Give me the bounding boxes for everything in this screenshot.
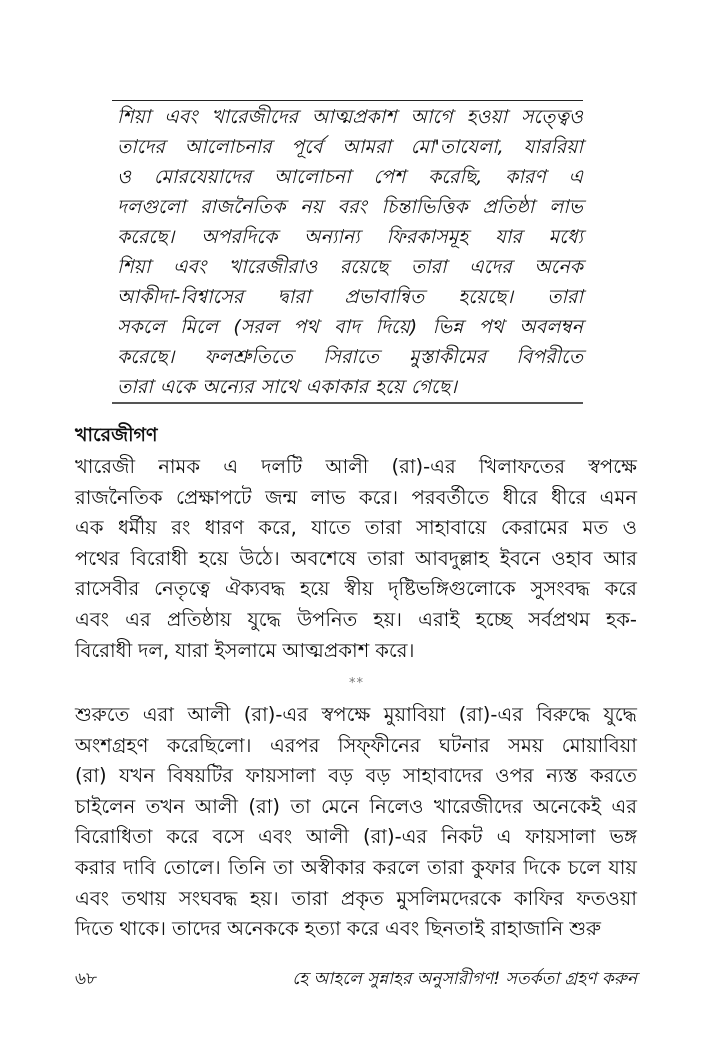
word: তিনি	[228, 855, 266, 879]
word: করে।	[375, 638, 415, 662]
word: সাহাবায়ে	[416, 516, 487, 540]
word: রাসেবীর	[75, 577, 140, 601]
word: মুস্তাকীমের	[409, 346, 487, 368]
word: এরা	[142, 703, 174, 726]
text-line	[75, 761, 637, 792]
word: দাবি	[123, 855, 156, 879]
word: বড়	[365, 764, 391, 788]
word: করেছিলো।	[166, 733, 252, 757]
word: আলী	[195, 794, 238, 818]
word: এরাই	[418, 607, 460, 631]
word: ভিন্ন	[432, 316, 464, 338]
word: আলী	[325, 455, 369, 478]
word: রং	[171, 516, 191, 540]
text-line	[75, 483, 637, 514]
word: এবং	[258, 825, 293, 849]
text-line	[75, 574, 637, 605]
text-line	[75, 822, 637, 853]
word: এবং	[75, 886, 110, 910]
word: সাহাবাদের	[402, 764, 483, 788]
word: বিরোধী	[130, 546, 188, 570]
word: রাহাজানি	[490, 917, 564, 941]
word: যায়	[608, 855, 637, 879]
word: করতে	[590, 764, 637, 788]
word: লাভ	[549, 196, 583, 218]
word: ধর্মীয়	[117, 516, 157, 540]
word: দিতে	[75, 917, 114, 941]
word: এরপর	[269, 733, 320, 757]
word: হক-	[606, 607, 637, 631]
word: বিরোধিতা	[75, 825, 153, 849]
word: আলোচনার	[184, 136, 272, 158]
word: এ	[568, 166, 583, 188]
word: মেনে	[320, 794, 360, 818]
word: তখন	[145, 794, 185, 818]
word: ওহাব	[551, 546, 593, 570]
word: থাকে।	[119, 917, 167, 941]
word: অনেক	[534, 256, 583, 278]
word: শিয়া	[117, 256, 151, 278]
word: অবলম্বন	[519, 316, 583, 338]
word: বড়	[328, 764, 354, 788]
word: করেছি,	[427, 166, 483, 188]
word: পরবর্তীতে	[411, 485, 490, 509]
word: ফায়সালা	[245, 764, 316, 788]
word: তথায়	[121, 886, 167, 910]
word: তারা	[547, 286, 583, 308]
word: ইবনে	[499, 546, 541, 570]
quote-line	[117, 222, 583, 252]
section-heading: খারেজীগণ	[75, 424, 158, 446]
word: প্রকৃত	[340, 886, 384, 910]
word: (সরল	[233, 316, 278, 338]
word: দলটি	[261, 455, 303, 478]
text-line	[75, 853, 637, 884]
word: মিলে	[180, 316, 218, 338]
word: আত্মপ্রকাশ	[311, 106, 397, 128]
running-title: হে আহলে সুন্নাহর অনুসারীগণ! সতর্কতা গ্রহণ করুন	[292, 969, 637, 989]
word: প্রেক্ষাপটে	[175, 485, 252, 509]
word: ফিরকাসমূহ	[386, 226, 469, 248]
word: (রা)-এর	[362, 825, 428, 849]
word: এবং	[385, 917, 420, 941]
word: ঐক্যবদ্ধ	[224, 577, 286, 601]
word: তা	[273, 855, 294, 879]
word: পেশ	[373, 166, 406, 188]
word: করেছে।	[117, 346, 175, 368]
page-number: ৬৮	[75, 969, 98, 989]
word: করেছে।	[117, 226, 175, 248]
word: বসে	[212, 825, 245, 849]
quote-box	[117, 102, 583, 402]
word: উপনিত	[296, 607, 358, 631]
word: হয়ে	[299, 577, 330, 601]
word: তারা	[427, 855, 464, 879]
word: এক	[75, 516, 104, 540]
word: তারা	[291, 886, 329, 910]
word: হত্যা	[304, 917, 341, 941]
quote-line	[117, 372, 583, 402]
word: সিরাতে	[322, 346, 379, 368]
word: যাররিয়া	[523, 136, 583, 158]
word: ধীরে	[502, 485, 538, 509]
word: স্বপক্ষে	[588, 455, 637, 478]
quote-line	[117, 282, 583, 312]
word: করার	[75, 855, 116, 879]
text-line	[75, 914, 637, 945]
word: কুফার	[471, 855, 516, 879]
word: বিষয়টির	[167, 764, 234, 788]
word: দ্বারা	[277, 286, 311, 308]
word: পূর্বে	[291, 136, 323, 158]
word: করে	[604, 577, 637, 601]
word: স্বপক্ষে	[321, 703, 371, 726]
word: শুরু	[569, 917, 601, 941]
word: খারেজী	[75, 455, 136, 478]
word: সিফ্ফীনের	[337, 733, 421, 757]
word: নামক	[158, 455, 201, 478]
word: আত্মপ্রকাশ	[282, 638, 370, 662]
quote-line	[117, 102, 583, 132]
word: অবশেষে	[290, 546, 357, 570]
word: দলগুলো	[117, 196, 186, 218]
word: আলী	[306, 825, 350, 849]
word: সকলে	[117, 316, 165, 338]
word: এ	[223, 455, 239, 478]
word: এ	[496, 825, 512, 849]
word: তাদের	[117, 136, 165, 158]
word: প্রতিষ্ঠায়	[166, 607, 232, 631]
word: বরং	[337, 196, 367, 218]
word: চিন্তাভিত্তিক	[381, 196, 468, 218]
word: করে,	[258, 516, 297, 540]
word: দৃষ্টিভঙ্গিগুলোকে	[388, 577, 516, 601]
word: তোলে।	[163, 855, 221, 879]
word: ঘটনার	[438, 733, 490, 757]
word: কারণ	[505, 166, 546, 188]
word: জন্ম	[265, 485, 298, 509]
word: হয়ে	[375, 376, 404, 398]
word: মোরযেয়াদের	[153, 166, 252, 188]
quote-bottom-rule	[112, 402, 583, 404]
word: খারেজীদের	[433, 794, 523, 818]
word: সত্ত্বেও	[520, 106, 583, 128]
word: অনেককে	[227, 917, 299, 941]
word: তারা	[117, 376, 153, 398]
word: হচ্ছে	[475, 607, 513, 631]
word: ও	[622, 516, 637, 540]
word: দিকে	[523, 855, 561, 879]
word: ছিনতাই	[425, 917, 485, 941]
word: যাতে	[311, 516, 351, 540]
word: রাজনৈতিক	[200, 196, 286, 218]
word: মধ্যে	[548, 226, 583, 248]
word: মত	[582, 516, 609, 540]
word: ফায়সালা	[525, 825, 596, 849]
word: কেরামের	[500, 516, 569, 540]
word: এদের	[469, 256, 512, 278]
word: ফলশ্রুতিতে	[204, 346, 293, 368]
word: করে	[346, 917, 380, 941]
word: নিকট	[441, 825, 483, 849]
word: এবং	[164, 106, 198, 128]
text-line	[75, 884, 637, 915]
word: মোয়াবিয়া	[561, 733, 637, 757]
text-line	[75, 544, 637, 575]
word: পথ	[478, 316, 504, 338]
word: ধারণ	[204, 516, 244, 540]
quote-line	[117, 132, 583, 162]
quote-line	[117, 252, 583, 282]
word: এমন	[599, 485, 637, 509]
word: দিয়ে)	[375, 316, 418, 338]
word: এর	[125, 607, 151, 631]
word: আকীদা-বিশ্বাসের	[117, 286, 244, 308]
word: রয়েছে	[339, 256, 389, 278]
word: দল,	[138, 638, 170, 662]
word: যখন	[119, 764, 155, 788]
word: ওপর	[495, 764, 534, 788]
word: (রা)	[248, 794, 280, 818]
word: অস্বীকার	[301, 855, 366, 879]
word: খারেজীরাও	[228, 256, 318, 278]
text-line	[75, 700, 637, 731]
word: আগে	[410, 106, 453, 128]
word: আলী	[187, 703, 231, 726]
word: সাথে	[260, 376, 299, 398]
text-line	[75, 731, 637, 762]
word: শিয়া	[117, 106, 151, 128]
text-line	[75, 792, 637, 823]
word: মুসলিমদেরকে	[396, 886, 502, 910]
word: পথের	[75, 546, 120, 570]
paragraph-2	[75, 700, 637, 945]
word: নিলেও	[369, 794, 424, 818]
word: বিরোধী	[75, 638, 133, 662]
word: তারা	[410, 256, 447, 278]
word: ও	[117, 166, 131, 188]
word: উঠে।	[239, 546, 280, 570]
word: নেতৃত্বে	[154, 577, 211, 601]
word: আমরা	[342, 136, 391, 158]
word: চলে	[568, 855, 601, 879]
page-footer	[75, 966, 637, 994]
word: হয়ে	[198, 546, 229, 570]
word: পথ	[293, 316, 319, 338]
text-line	[75, 605, 637, 636]
word: সংঘবদ্ধ	[178, 886, 238, 910]
word: প্রতিষ্ঠা	[482, 196, 535, 218]
word: শুরুতে	[75, 703, 130, 726]
word: তারা	[365, 516, 402, 540]
word: (রা)-এর	[458, 703, 523, 726]
word: তাদের	[172, 917, 222, 941]
word: কাফির	[513, 886, 564, 910]
word: যারা	[175, 638, 209, 662]
text-line	[75, 636, 637, 667]
word: এর	[611, 794, 637, 818]
word: করলে	[372, 855, 420, 879]
quote-line	[117, 192, 583, 222]
word: মো'তাযেলা,	[410, 136, 504, 158]
word: ইসলামে	[214, 638, 277, 662]
word: এবং	[75, 607, 110, 631]
word: চাইলেন	[75, 794, 136, 818]
word: সুসংবদ্ধ	[530, 577, 590, 601]
word: অন্যান্য	[304, 226, 360, 248]
word: একে	[159, 376, 196, 398]
word: করে	[166, 825, 199, 849]
word: বিরুদ্ধে	[536, 703, 591, 726]
word: একাকার	[305, 376, 369, 398]
quote-line	[117, 342, 583, 372]
word: রাজনৈতিক	[75, 485, 163, 509]
word: ন্যস্ত	[546, 764, 578, 788]
word: সময়	[508, 733, 544, 757]
paragraph-1	[75, 452, 637, 666]
word: নয়	[300, 196, 323, 218]
word: হয়।	[250, 886, 279, 910]
word: হওয়া	[466, 106, 508, 128]
word: বাদ	[334, 316, 361, 338]
word: করে।	[358, 485, 399, 509]
word: (রা)-এর	[243, 703, 308, 726]
quote-top-rule	[112, 100, 583, 101]
word: হয়েছে।	[458, 286, 514, 308]
word: এবং	[172, 256, 207, 278]
word: স্বীয়	[344, 577, 374, 601]
word: অন্যের	[202, 376, 254, 398]
word: অনেকেই	[533, 794, 602, 818]
word: (রা)	[75, 764, 107, 788]
word: আর	[603, 546, 637, 570]
word: খিলাফতের	[478, 455, 565, 478]
word: বিপরীতে	[516, 346, 583, 368]
word: তারা	[367, 546, 405, 570]
word: মুয়াবিয়া	[383, 703, 446, 726]
word: অংশগ্রহণ	[75, 733, 149, 757]
word: ভঙ্গ	[609, 825, 637, 849]
word: লাভ	[310, 485, 346, 509]
quote-line	[117, 162, 583, 192]
word: হয়।	[373, 607, 403, 631]
word: আবদুল্লাহ	[415, 546, 489, 570]
word: তা	[290, 794, 311, 818]
word: প্রভাবান্বিত	[344, 286, 425, 308]
word: যুদ্ধে	[603, 703, 637, 726]
text-line	[75, 513, 637, 544]
word: আলোচনা	[274, 166, 351, 188]
text-line	[75, 452, 637, 483]
word: যুদ্ধে	[247, 607, 281, 631]
section-separator: **	[349, 676, 364, 691]
word: ধীরে	[551, 485, 587, 509]
word: (রা)-এর	[391, 455, 456, 478]
word: গেছে।	[410, 376, 457, 398]
word: ফতওয়া	[576, 886, 637, 910]
quote-line	[117, 312, 583, 342]
word: অপরদিকে	[201, 226, 278, 248]
word: সর্বপ্রথম	[528, 607, 590, 631]
word: যার	[494, 226, 522, 248]
word: খারেজীদের	[211, 106, 298, 128]
